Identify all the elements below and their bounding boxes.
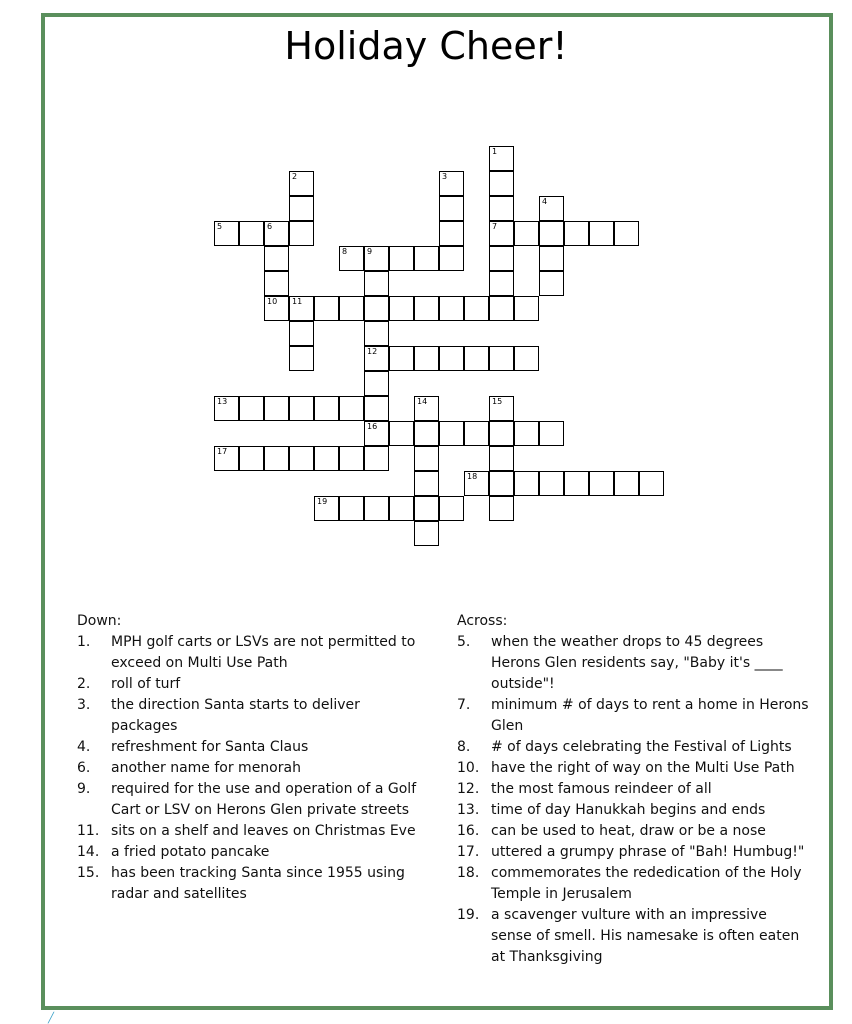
crossword-cell[interactable] bbox=[389, 346, 414, 371]
crossword-cell[interactable] bbox=[414, 421, 439, 446]
crossword-cell[interactable] bbox=[364, 346, 389, 371]
clue-number: 4. bbox=[77, 739, 91, 755]
clue-text: when the weather drops to 45 degrees Herons Glen residents say, "Baby it's ____ outside"! bbox=[491, 634, 783, 692]
crossword-cell[interactable] bbox=[264, 271, 289, 296]
clue-text: a fried potato pancake bbox=[111, 844, 270, 860]
crossword-cell[interactable] bbox=[339, 246, 364, 271]
crossword-cell[interactable] bbox=[239, 446, 264, 471]
cell-number: 3 bbox=[442, 172, 448, 181]
across-clue bbox=[457, 632, 812, 695]
crossword-cell[interactable] bbox=[339, 296, 364, 321]
clue-text: sits on a shelf and leaves on Christmas Eve bbox=[111, 823, 416, 839]
crossword-cell[interactable] bbox=[264, 446, 289, 471]
clue-number: 19. bbox=[457, 907, 480, 923]
cell-number: 17 bbox=[217, 447, 228, 456]
crossword-cell[interactable] bbox=[339, 446, 364, 471]
crossword-cell[interactable] bbox=[414, 346, 439, 371]
crossword-cell[interactable] bbox=[339, 396, 364, 421]
across-clue bbox=[457, 905, 812, 968]
crossword-cell[interactable] bbox=[289, 296, 314, 321]
crossword-cell[interactable] bbox=[489, 396, 514, 421]
down-clue bbox=[77, 632, 422, 674]
crossword-cell[interactable] bbox=[239, 221, 264, 246]
down-clue bbox=[77, 779, 422, 821]
clue-text: the most famous reindeer of all bbox=[491, 781, 712, 797]
crossword-cell[interactable] bbox=[314, 296, 339, 321]
crossword-cell[interactable] bbox=[214, 221, 239, 246]
crossword-cell[interactable] bbox=[439, 221, 464, 246]
crossword-cell[interactable] bbox=[489, 246, 514, 271]
crossword-cell[interactable] bbox=[539, 421, 564, 446]
cell-number: 5 bbox=[217, 222, 223, 231]
cell-number: 16 bbox=[367, 422, 378, 431]
crossword-cell[interactable] bbox=[514, 221, 539, 246]
clue-text: has been tracking Santa since 1955 using radar and satellites bbox=[111, 865, 405, 902]
across-clue bbox=[457, 821, 812, 842]
crossword-cell[interactable] bbox=[464, 296, 489, 321]
cell-number: 2 bbox=[292, 172, 298, 181]
down-clue bbox=[77, 863, 422, 905]
crossword-cell[interactable] bbox=[614, 221, 639, 246]
clue-number: 10. bbox=[457, 760, 480, 776]
crossword-cell[interactable] bbox=[289, 346, 314, 371]
clue-text: uttered a grumpy phrase of "Bah! Humbug!" bbox=[491, 844, 805, 860]
across-clue bbox=[457, 863, 812, 905]
crossword-cell[interactable] bbox=[589, 221, 614, 246]
cell-number: 15 bbox=[492, 397, 503, 406]
crossword-cell[interactable] bbox=[489, 271, 514, 296]
crossword-cell[interactable] bbox=[414, 471, 439, 496]
crossword-cell[interactable] bbox=[439, 496, 464, 521]
across-clue bbox=[457, 737, 812, 758]
crossword-cell[interactable] bbox=[564, 471, 589, 496]
clue-number: 17. bbox=[457, 844, 480, 860]
clue-number: 13. bbox=[457, 802, 480, 818]
crossword-cell[interactable] bbox=[439, 421, 464, 446]
crossword-cell[interactable] bbox=[414, 446, 439, 471]
cell-number: 1 bbox=[492, 147, 498, 156]
crossword-cell[interactable] bbox=[264, 396, 289, 421]
crossword-cell[interactable] bbox=[214, 446, 239, 471]
clue-number: 14. bbox=[77, 844, 100, 860]
crossword-cell[interactable] bbox=[489, 346, 514, 371]
crossword-cell[interactable] bbox=[264, 296, 289, 321]
crossword-cell[interactable] bbox=[489, 196, 514, 221]
crossword-cell[interactable] bbox=[539, 246, 564, 271]
down-clues bbox=[77, 611, 422, 905]
crossword-cell[interactable] bbox=[289, 196, 314, 221]
clue-text: refreshment for Santa Claus bbox=[111, 739, 309, 755]
cell-number: 4 bbox=[542, 197, 548, 206]
cell-number: 11 bbox=[292, 297, 303, 306]
crossword-cell[interactable] bbox=[439, 346, 464, 371]
crossword-cell[interactable] bbox=[364, 246, 389, 271]
crossword-cell[interactable] bbox=[489, 146, 514, 171]
crossword-cell[interactable] bbox=[539, 471, 564, 496]
crossword-cell[interactable] bbox=[364, 496, 389, 521]
down-heading: Down: bbox=[77, 613, 122, 629]
crossword-cell[interactable] bbox=[314, 496, 339, 521]
crossword-cell[interactable] bbox=[364, 321, 389, 346]
clue-number: 16. bbox=[457, 823, 480, 839]
crossword-cell[interactable] bbox=[389, 296, 414, 321]
crossword-cell[interactable] bbox=[414, 521, 439, 546]
crossword-cell[interactable] bbox=[439, 196, 464, 221]
cell-number: 7 bbox=[492, 222, 498, 231]
crossword-cell[interactable] bbox=[514, 346, 539, 371]
crossword-cell[interactable] bbox=[364, 421, 389, 446]
clue-text: another name for menorah bbox=[111, 760, 301, 776]
cell-number: 18 bbox=[467, 472, 478, 481]
crossword-cell[interactable] bbox=[389, 496, 414, 521]
clue-number: 2. bbox=[77, 676, 91, 692]
crossword-cell[interactable] bbox=[489, 296, 514, 321]
crossword-cell[interactable] bbox=[489, 446, 514, 471]
clue-text: have the right of way on the Multi Use Path bbox=[491, 760, 795, 776]
cell-number: 9 bbox=[367, 247, 373, 256]
across-heading: Across: bbox=[457, 613, 508, 629]
crossword-cell[interactable] bbox=[414, 396, 439, 421]
footer-mark-icon: ╱ bbox=[48, 1013, 55, 1024]
crossword-cell[interactable] bbox=[614, 471, 639, 496]
crossword-cell[interactable] bbox=[564, 221, 589, 246]
clue-number: 9. bbox=[77, 781, 91, 797]
crossword-cell[interactable] bbox=[264, 246, 289, 271]
down-clue bbox=[77, 695, 422, 737]
clue-number: 5. bbox=[457, 634, 471, 650]
crossword-cell[interactable] bbox=[539, 196, 564, 221]
crossword-cell[interactable] bbox=[239, 396, 264, 421]
crossword-cell[interactable] bbox=[489, 421, 514, 446]
across-clue bbox=[457, 800, 812, 821]
crossword-cell[interactable] bbox=[414, 496, 439, 521]
crossword-cell[interactable] bbox=[464, 421, 489, 446]
down-clue bbox=[77, 737, 422, 758]
crossword-cell[interactable] bbox=[314, 446, 339, 471]
crossword-cell[interactable] bbox=[464, 471, 489, 496]
crossword-cell[interactable] bbox=[389, 246, 414, 271]
crossword-cell[interactable] bbox=[489, 496, 514, 521]
crossword-cell[interactable] bbox=[364, 371, 389, 396]
cell-number: 8 bbox=[342, 247, 348, 256]
crossword-cell[interactable] bbox=[439, 171, 464, 196]
across-clue bbox=[457, 758, 812, 779]
clue-number: 1. bbox=[77, 634, 91, 650]
page-title: Holiday Cheer! bbox=[284, 24, 568, 68]
cell-number: 12 bbox=[367, 347, 378, 356]
down-clue bbox=[77, 674, 422, 695]
clue-number: 12. bbox=[457, 781, 480, 797]
across-clues bbox=[457, 611, 812, 968]
crossword-cell[interactable] bbox=[214, 396, 239, 421]
cell-number: 13 bbox=[217, 397, 228, 406]
clue-text: minimum # of days to rent a home in Herons Glen bbox=[491, 697, 809, 734]
clue-number: 7. bbox=[457, 697, 471, 713]
crossword-cell[interactable] bbox=[439, 246, 464, 271]
crossword-cell[interactable] bbox=[314, 396, 339, 421]
crossword-cell[interactable] bbox=[364, 271, 389, 296]
crossword-cell[interactable] bbox=[289, 321, 314, 346]
across-clue bbox=[457, 842, 812, 863]
cell-number: 14 bbox=[417, 397, 428, 406]
clue-number: 18. bbox=[457, 865, 480, 881]
clue-text: # of days celebrating the Festival of Lights bbox=[491, 739, 792, 755]
clue-text: time of day Hanukkah begins and ends bbox=[491, 802, 766, 818]
crossword-cell[interactable] bbox=[514, 296, 539, 321]
crossword-cell[interactable] bbox=[589, 471, 614, 496]
crossword-cell[interactable] bbox=[464, 346, 489, 371]
down-clue bbox=[77, 821, 422, 842]
crossword-cell[interactable] bbox=[489, 471, 514, 496]
clue-number: 11. bbox=[77, 823, 100, 839]
crossword-cell[interactable] bbox=[364, 296, 389, 321]
clue-text: roll of turf bbox=[111, 676, 181, 692]
down-clue-list bbox=[77, 632, 422, 905]
crossword-cell[interactable] bbox=[489, 221, 514, 246]
crossword-cell[interactable] bbox=[414, 296, 439, 321]
crossword-cell[interactable] bbox=[514, 471, 539, 496]
across-clue-list bbox=[457, 632, 812, 968]
cell-number: 10 bbox=[267, 297, 278, 306]
crossword-cell[interactable] bbox=[364, 396, 389, 421]
crossword-cell[interactable] bbox=[439, 296, 464, 321]
crossword-cell[interactable] bbox=[539, 221, 564, 246]
clue-text: MPH golf carts or LSVs are not permitted to exceed on Multi Use Path bbox=[111, 634, 416, 671]
crossword-cell[interactable] bbox=[289, 446, 314, 471]
clue-number: 15. bbox=[77, 865, 100, 881]
clue-number: 3. bbox=[77, 697, 91, 713]
crossword-cell[interactable] bbox=[289, 221, 314, 246]
down-clue bbox=[77, 842, 422, 863]
clue-text: the direction Santa starts to deliver packages bbox=[111, 697, 360, 734]
cell-number: 19 bbox=[317, 497, 328, 506]
across-clue bbox=[457, 695, 812, 737]
clue-text: a scavenger vulture with an impressive sense of smell. His namesake is often eaten at Thanksgiving bbox=[491, 907, 800, 965]
clue-text: can be used to heat, draw or be a nose bbox=[491, 823, 766, 839]
down-clue bbox=[77, 758, 422, 779]
crossword-cell[interactable] bbox=[364, 446, 389, 471]
crossword-cell[interactable] bbox=[264, 221, 289, 246]
crossword-cell[interactable] bbox=[639, 471, 664, 496]
clue-number: 8. bbox=[457, 739, 471, 755]
crossword-cell[interactable] bbox=[389, 421, 414, 446]
clue-text: commemorates the rededication of the Holy Temple in Jerusalem bbox=[491, 865, 802, 902]
crossword-cell[interactable] bbox=[289, 171, 314, 196]
crossword-cell[interactable] bbox=[489, 171, 514, 196]
clue-number: 6. bbox=[77, 760, 91, 776]
crossword-cell[interactable] bbox=[339, 496, 364, 521]
cell-number: 6 bbox=[267, 222, 273, 231]
crossword-cell[interactable] bbox=[539, 271, 564, 296]
crossword-cell[interactable] bbox=[289, 396, 314, 421]
across-clue bbox=[457, 779, 812, 800]
crossword-cell[interactable] bbox=[514, 421, 539, 446]
crossword-cell[interactable] bbox=[414, 246, 439, 271]
clue-text: required for the use and operation of a Golf Cart or LSV on Herons Glen private streets bbox=[111, 781, 417, 818]
